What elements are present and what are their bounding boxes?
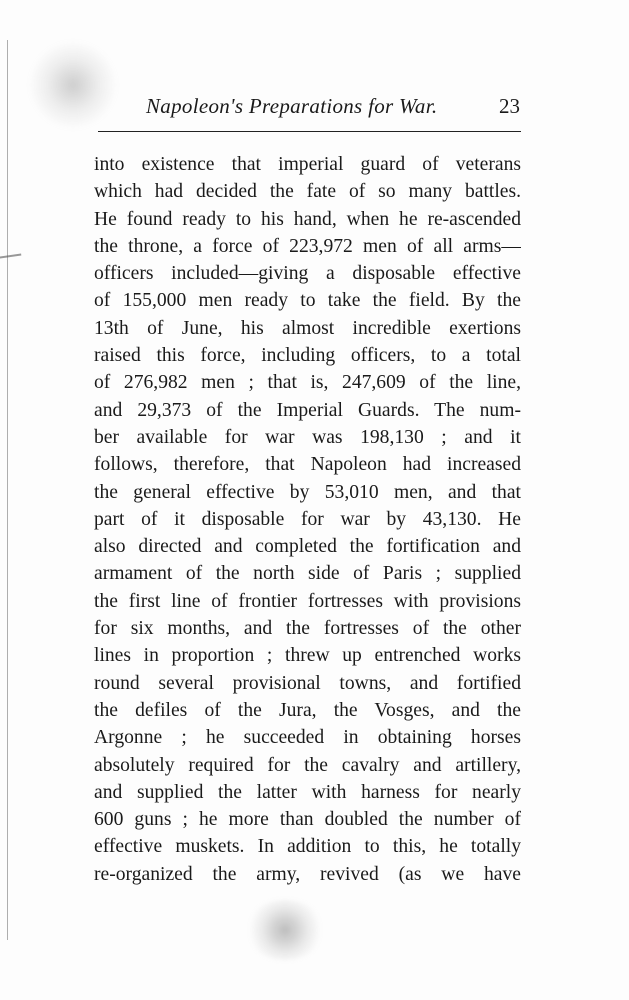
text-line: effective muskets. In addition to this, he totally (94, 836, 521, 858)
text-line: re-organized the army, revived (as we have (94, 863, 521, 885)
text-line: which had decided the fate of so many battles. (94, 181, 521, 203)
body-text (94, 151, 521, 911)
text-line: and supplied the latter with harness for nearly (94, 781, 521, 803)
text-line: into existence that imperial guard of veterans (94, 154, 521, 175)
text-line: armament of the north side of Paris ; supplied (94, 563, 521, 585)
page-header (140, 94, 520, 124)
ink-smudge-top (28, 40, 118, 130)
text-line: 600 guns ; he more than doubled the number of (94, 809, 521, 831)
header-rule (98, 131, 521, 132)
text-line: and 29,373 of the Imperial Guards. The num- (94, 399, 521, 421)
text-line: for six months, and the fortresses of the other (94, 618, 521, 640)
text-line: the general effective by 53,010 men, and that (94, 481, 521, 503)
text-line: also directed and completed the fortification and (94, 536, 521, 558)
binding-edge (7, 40, 8, 940)
text-line: the throne, a force of 223,972 men of all arms— (94, 235, 521, 257)
text-line: the first line of frontier fortresses with provisions (94, 590, 521, 612)
text-line: absolutely required for the cavalry and artillery, (94, 754, 521, 776)
text-line: follows, therefore, that Napoleon had increased (94, 454, 521, 476)
text-line: lines in proportion ; threw up entrenched works (94, 645, 521, 667)
text-line: 13th of June, his almost incredible exertions (94, 317, 521, 339)
text-line: ber available for war was 198,130 ; and it (94, 426, 521, 448)
text-line: raised this force, including officers, to a total (94, 345, 521, 367)
text-line: the defiles of the Jura, the Vosges, and the (94, 699, 521, 721)
text-line: part of it disposable for war by 43,130. He (94, 508, 521, 530)
text-line: of 276,982 men ; that is, 247,609 of the line, (94, 372, 521, 394)
text-line: round several provisional towns, and fortified (94, 672, 521, 694)
text-line: He found ready to his hand, when he re-ascended (94, 208, 521, 230)
running-title: Napoleon's Preparations for War. (146, 94, 438, 118)
page-number: 23 (499, 94, 520, 118)
text-line: Argonne ; he succeeded in obtaining horses (94, 727, 521, 749)
binding-mark (0, 254, 23, 269)
text-line: of 155,000 men ready to take the field. By the (94, 290, 521, 312)
text-line: officers included—giving a disposable effective (94, 263, 521, 285)
